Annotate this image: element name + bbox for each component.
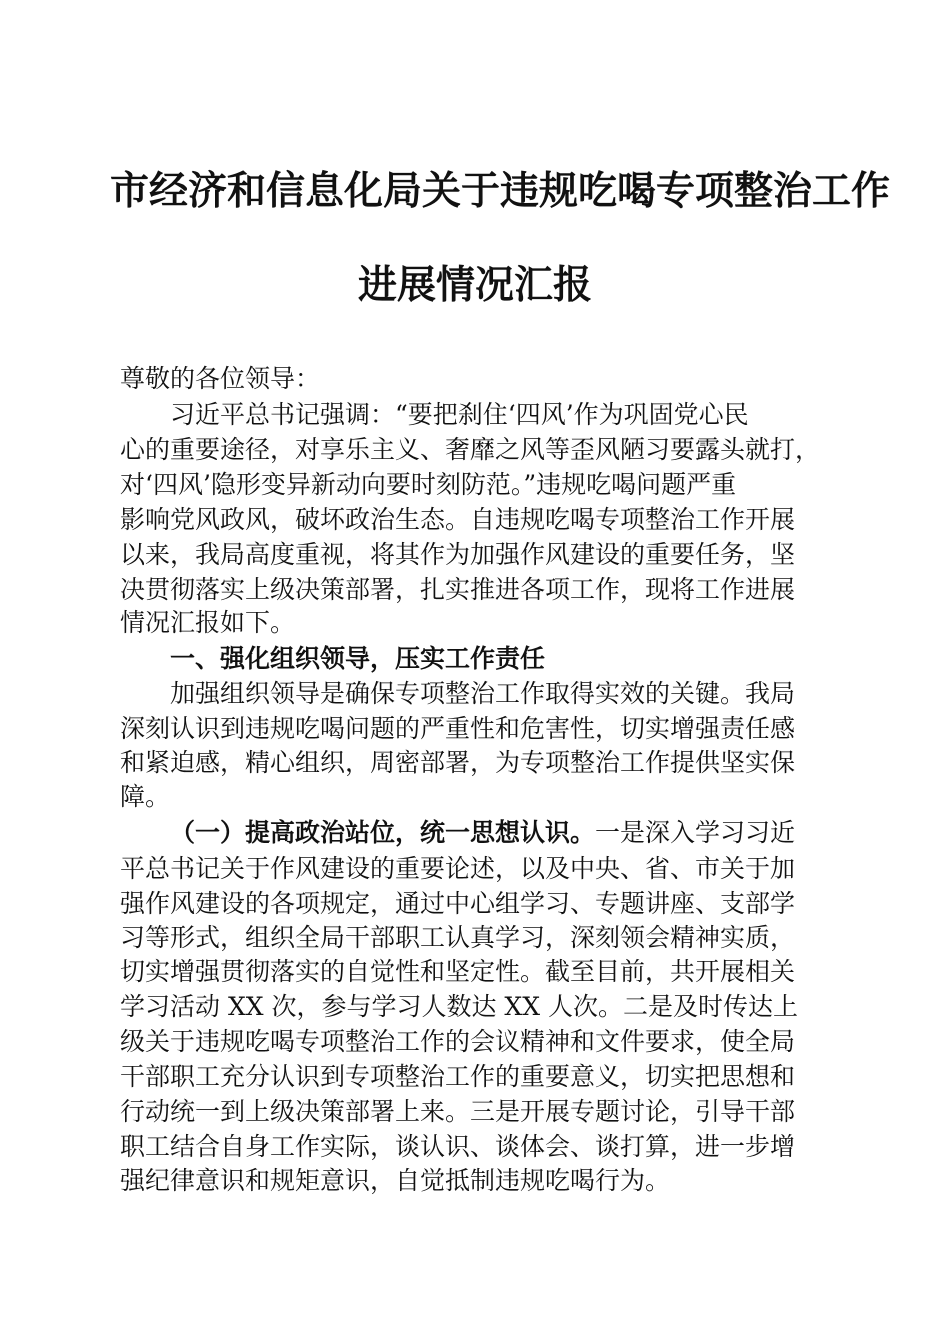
paragraph-line: 障。: [120, 782, 171, 811]
paragraph-line: 职工结合自身工作实际，谈认识、谈体会、谈打算，进一步增: [120, 1132, 796, 1161]
paragraph-line: 行动统一到上级决策部署上来。三是开展专题讨论，引导干部: [120, 1097, 796, 1126]
paragraph-line: 干部职工充分认识到专项整治工作的重要意义，切实把思想和: [120, 1062, 796, 1091]
paragraph-line: 和紧迫感，精心组织，周密部署，为专项整治工作提供坚实保: [120, 748, 796, 777]
document-title-line-2: 进展情况汇报: [357, 262, 592, 308]
paragraph-line: 以来，我局高度重视，将其作为加强作风建设的重要任务，坚: [120, 540, 796, 569]
document-title-line-1: 市经济和信息化局关于违规吃喝专项整治工作: [110, 168, 891, 214]
paragraph-line: 决贯彻落实上级决策部署，扎实推进各项工作，现将工作进展: [120, 575, 796, 604]
paragraph-line: 强作风建设的各项规定，通过中心组学习、专题讲座、支部学: [120, 889, 796, 918]
paragraph-line: 深刻认识到违规吃喝问题的严重性和危害性，切实增强责任感: [120, 714, 796, 743]
paragraph-line: 切实增强贯彻落实的自觉性和坚定性。截至目前，共开展相关: [120, 957, 796, 986]
paragraph-text: 一是深入学习习近: [595, 818, 796, 847]
paragraph-line: 强纪律意识和规矩意识，自觉抵制违规吃喝行为。: [120, 1166, 671, 1195]
paragraph-line: 影响党风政风，破坏政治生态。自违规吃喝专项整治工作开展: [120, 505, 796, 534]
paragraph-line: 情况汇报如下。: [120, 608, 296, 637]
paragraph-line: 学习活动 XX 次，参与学习人数达 XX 人次。二是及时传达上: [120, 992, 798, 1021]
salutation: 尊敬的各位领导：: [120, 364, 321, 393]
paragraph-line: 习等形式，组织全局干部职工认真学习，深刻领会精神实质，: [120, 923, 796, 952]
section-heading: 一、强化组织领导，压实工作责任: [170, 644, 546, 673]
paragraph-line: 心的重要途径，对享乐主义、奢靡之风等歪风陋习要露头就打，: [120, 435, 821, 464]
paragraph-line: 对‘四风’隐形变异新动向要时刻防范。”违规吃喝问题严重: [120, 470, 737, 499]
paragraph-line: 习近平总书记强调：“要把刹住‘四风’作为巩固党心民: [170, 400, 749, 429]
paragraph-line: 平总书记关于作风建设的重要论述，以及中央、省、市关于加: [120, 854, 796, 883]
paragraph-line: [120, 816, 830, 850]
paragraph-line: 加强组织领导是确保专项整治工作取得实效的关键。我局: [170, 679, 796, 708]
paragraph-line: 级关于违规吃喝专项整治工作的会议精神和文件要求，使全局: [120, 1027, 796, 1056]
subsection-heading: （一）提高政治站位，统一思想认识。: [170, 818, 596, 847]
